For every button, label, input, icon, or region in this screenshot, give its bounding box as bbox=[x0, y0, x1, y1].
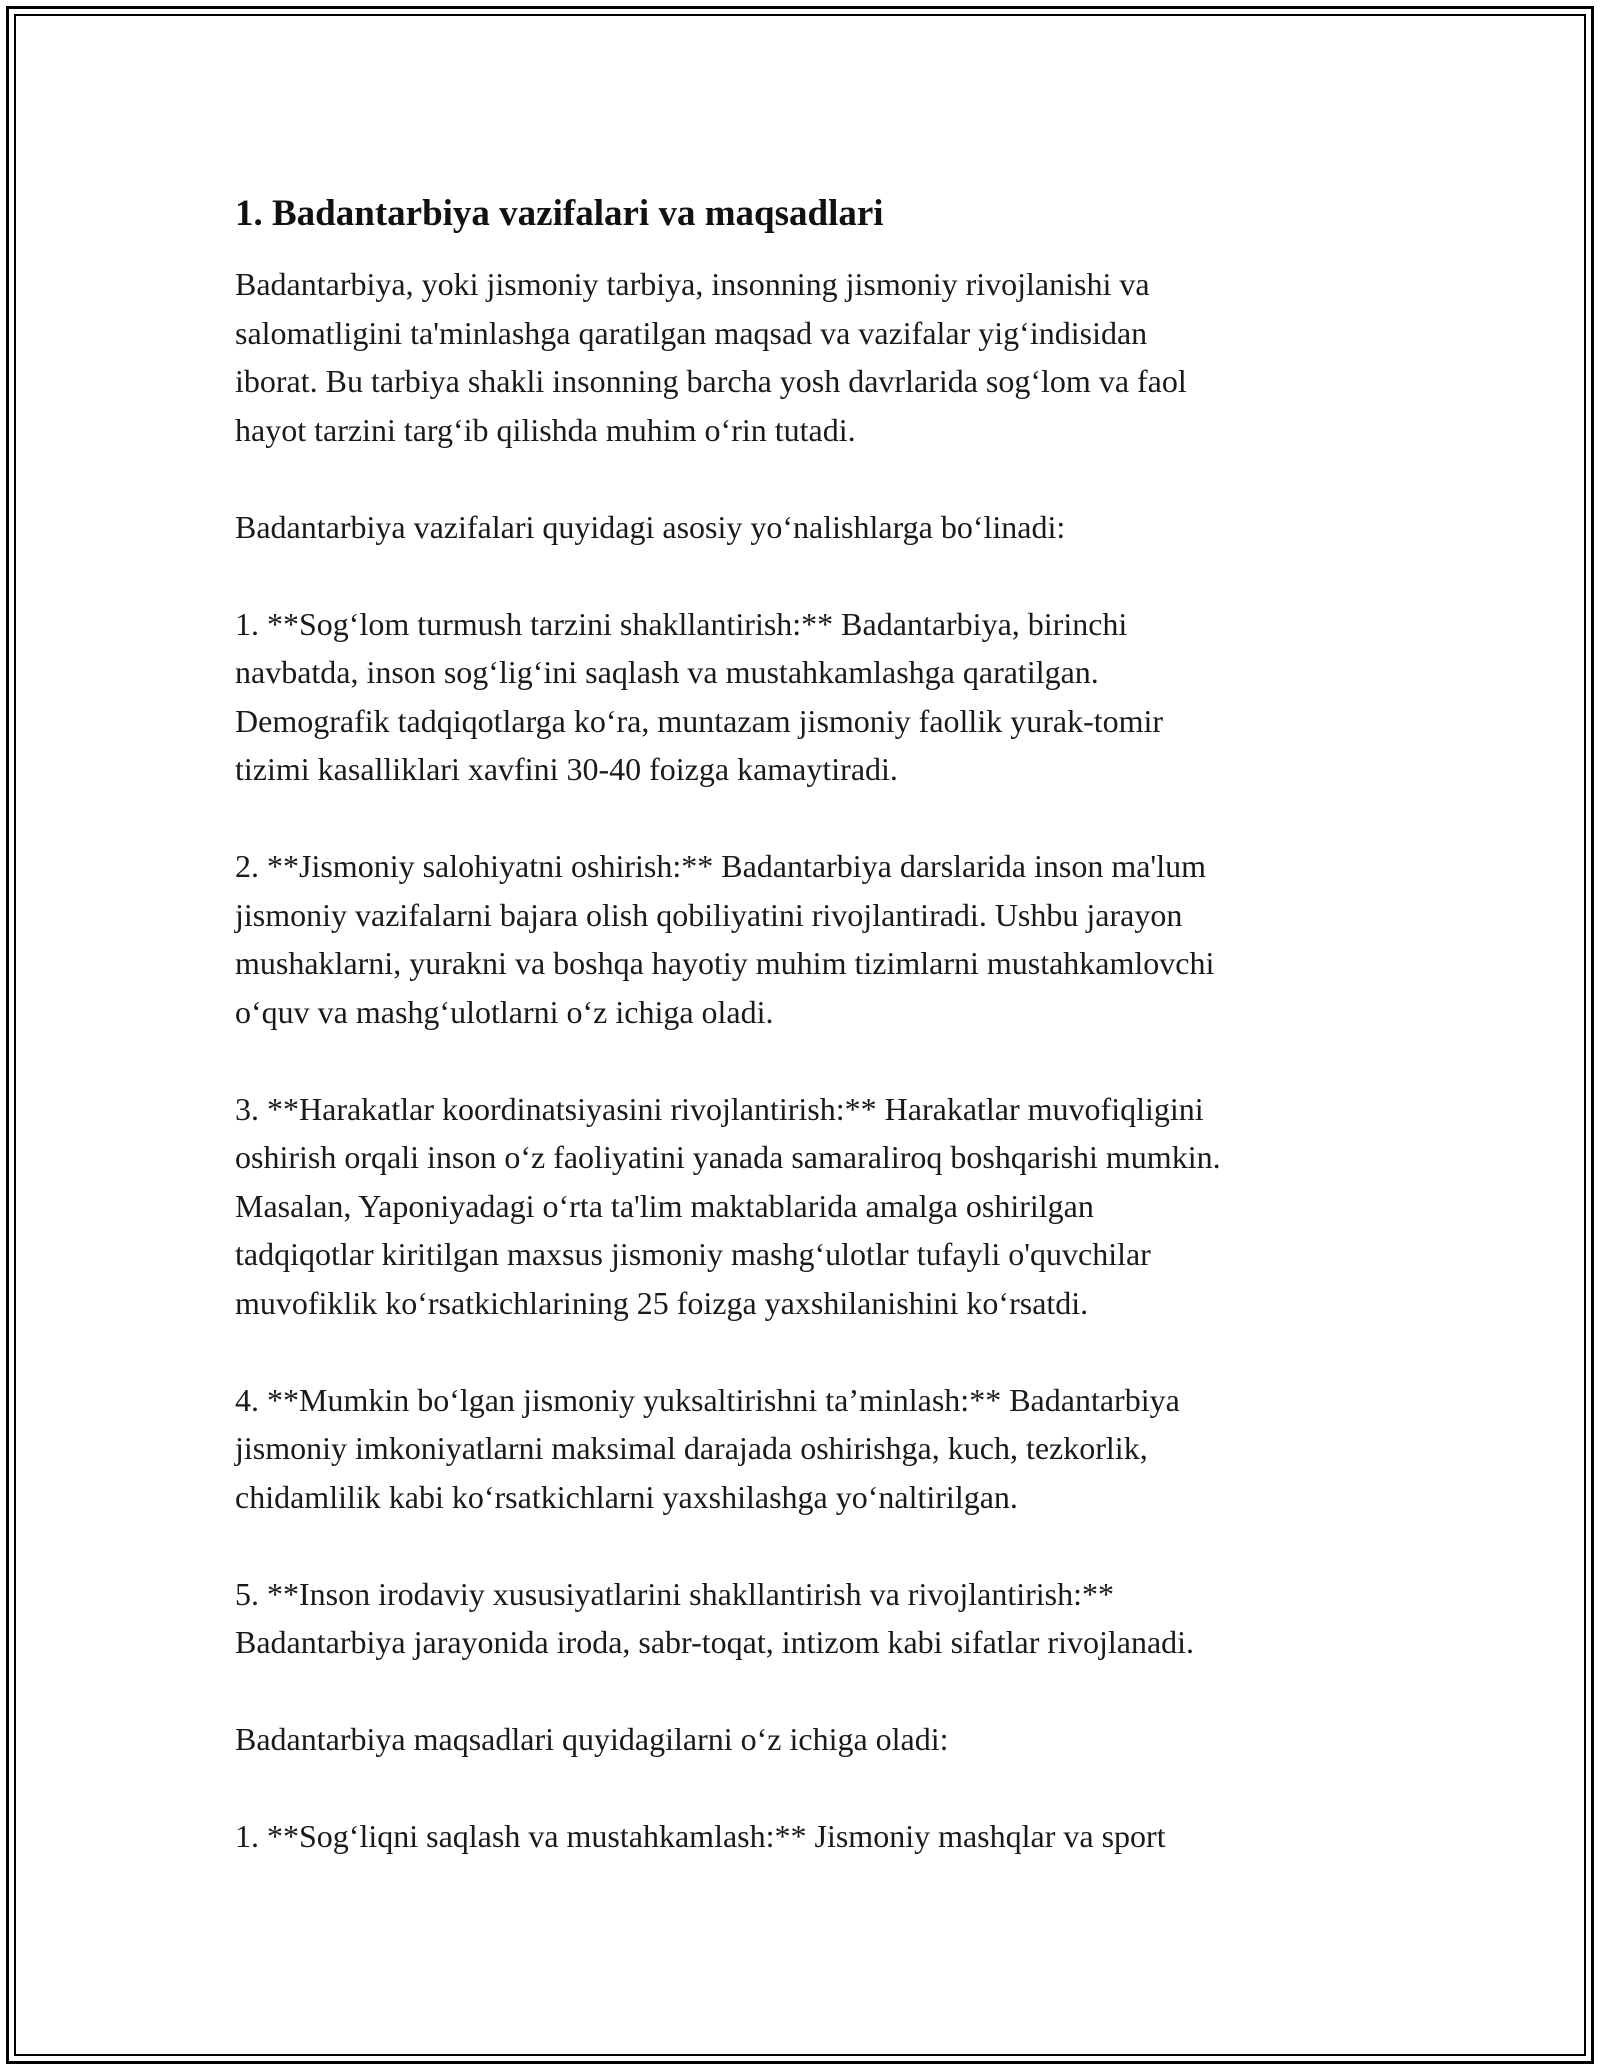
task-item-3: 3. **Harakatlar koordinatsiyasini rivojlantirish:** Harakatlar muvofiqligini oshirish orqali inson o‘z faoliyatini yanada samaraliroq boshqarishi mumkin. Masalan, Yaponiyadagi o‘rta ta'lim maktablarida amalga oshirilgan tadqiqotlar kiritilgan maxsus jismoniy mashg‘ulotlar tufayli o'quvchilar muvofiklik ko‘rsatkichlarining 25 foizga yaxshilanishini ko‘rsatdi. bbox=[235, 1090, 1221, 1321]
section-title: 1. Badantarbiya vazifalari va maqsadlari bbox=[235, 193, 884, 234]
goals-intro-paragraph: Badantarbiya maqsadlari quyidagilarni o‘z ichiga oladi: bbox=[235, 1721, 949, 1757]
goal-item-1: 1. **Sog‘liqni saqlash va mustahkamlash:** Jismoniy mashqlar va sport bbox=[235, 1818, 1166, 1854]
document-page bbox=[235, 186, 1375, 1909]
intro-paragraph: Badantarbiya, yoki jismoniy tarbiya, insonning jismoniy rivojlanishi va salomatligini ta'minlashga qaratilgan maqsad va vazifalar yig‘indisidan iborat. Bu tarbiya shakli insonning barcha yosh davrlarida sog‘lom va faol hayot tarzini targ‘ib qilishda muhim o‘rin tutadi. bbox=[235, 266, 1187, 448]
task-item-2: 2. **Jismoniy salohiyatni oshirish:** Badantarbiya darslarida inson ma'lum jismoniy vazifalarni bajara olish qobiliyatini rivojlantiradi. Ushbu jarayon mushaklarni, yurakni va boshqa hayotiy muhim tizimlarni mustahkamlovchi o‘quv va mashg‘ulotlarni o‘z ichiga oladi. bbox=[235, 848, 1215, 1030]
task-item-4: 4. **Mumkin bo‘lgan jismoniy yuksaltirishni ta’minlash:** Badantarbiya jismoniy imkoniyatlarni maksimal darajada oshirishga, kuch, tezkorlik, chidamlilik kabi ko‘rsatkichlarni yaxshilashga yo‘naltirilgan. bbox=[235, 1381, 1180, 1515]
tasks-intro-paragraph: Badantarbiya vazifalari quyidagi asosiy yo‘nalishlarga bo‘linadi: bbox=[235, 508, 1066, 545]
task-item-1: 1. **Sog‘lom turmush tarzini shakllantirish:** Badantarbiya, birinchi navbatda, inson sog‘lig‘ini saqlash va mustahkamlashga qaratilgan. Demografik tadqiqotlarga ko‘ra, muntazam jismoniy faollik yurak-tomir tizimi kasalliklari xavfini 30-40 foizga kamaytiradi. bbox=[235, 605, 1164, 787]
task-item-5: 5. **Inson irodaviy xususiyatlarini shakllantirish va rivojlantirish:** Badantarbiya jarayonida iroda, sabr-toqat, intizom kabi sifatlar rivojlanadi. bbox=[235, 1575, 1195, 1660]
